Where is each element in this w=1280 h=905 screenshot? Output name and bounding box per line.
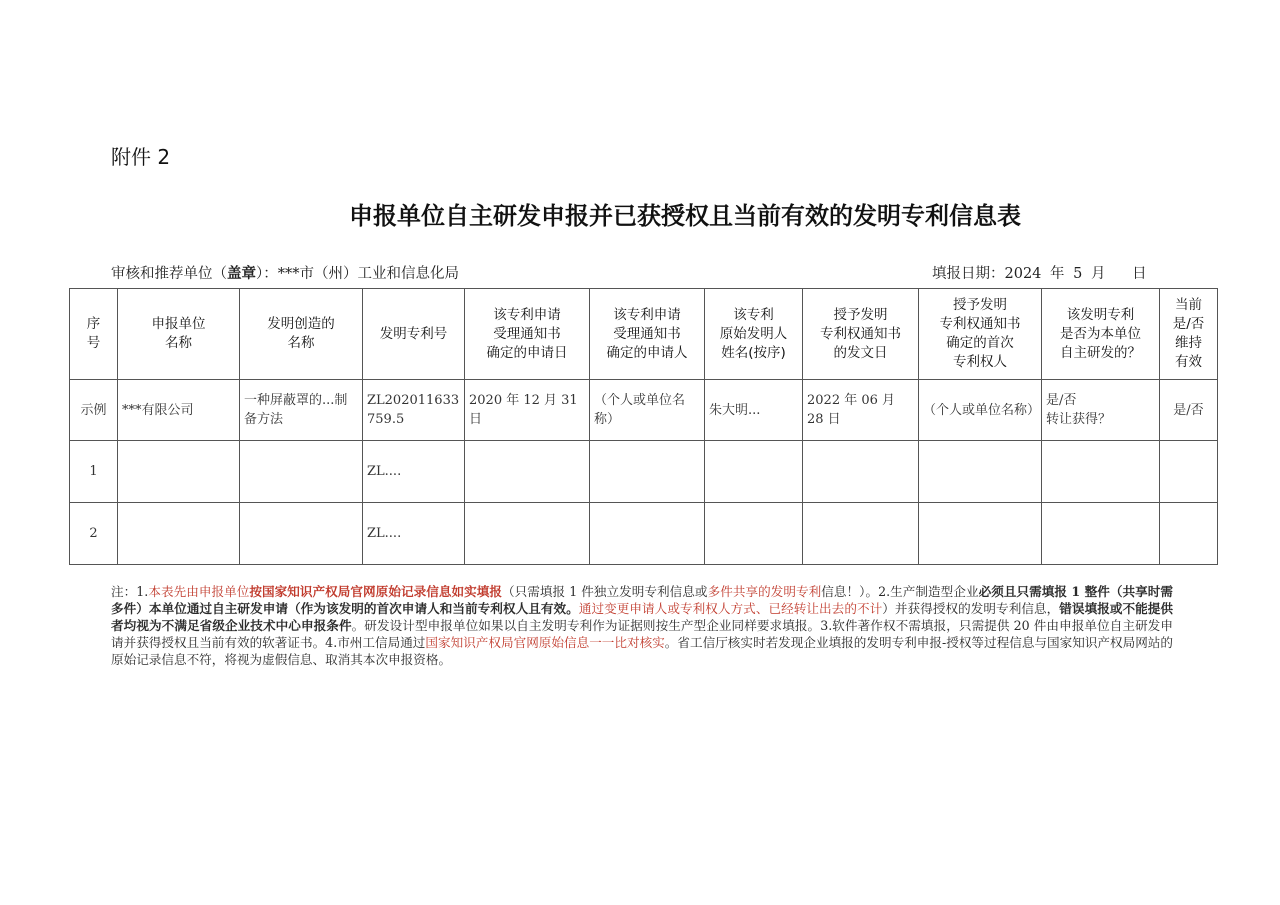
- note-highlight-bold: 按国家知识产权局官网原始记录信息如实填报: [249, 584, 502, 599]
- row-inventor-cell: [705, 503, 803, 565]
- note-highlight: 多件共享的发明专利: [707, 584, 822, 599]
- page-title: 申报单位自主研发申报并已获授权且当前有效的发明专利信息表: [349, 202, 1021, 230]
- row-application-date-cell: [465, 503, 590, 565]
- column-header-line: 授予发明: [833, 306, 888, 323]
- column-header-line: 姓名(按序): [721, 344, 786, 361]
- row-grant-date-cell: [803, 441, 919, 503]
- column-header: [363, 289, 465, 380]
- column-header-line: 该专利申请: [613, 306, 681, 323]
- column-header-line: 受理通知书: [613, 325, 681, 342]
- column-header: [70, 289, 118, 380]
- table-row: [70, 503, 1218, 565]
- column-header-line: 该发明专利: [1066, 306, 1135, 323]
- row-self-developed-cell: [1042, 503, 1160, 565]
- column-header-line: 确定的申请日: [486, 344, 568, 361]
- table-header-row: [70, 289, 1218, 380]
- example-patent-no: ZL202011633759.5: [363, 380, 465, 441]
- example-valid: 是/否: [1160, 380, 1218, 441]
- row-patent-no: ZL....: [363, 503, 465, 565]
- row-applicant-cell: [590, 441, 705, 503]
- column-header-line: 的发文日: [833, 344, 888, 361]
- fill-date-line: [932, 262, 1147, 283]
- reviewer-label-prefix: 审核和推荐单位（: [111, 266, 227, 282]
- example-seq: 示例: [70, 380, 118, 441]
- example-self-developed: [1042, 380, 1160, 441]
- row-company-cell: [118, 441, 240, 503]
- column-header: [590, 289, 705, 380]
- note-bold: 必须且只需填报 1 整件（共享时需多件）本单位通过自主研发申请（作为该发明的首次申请人和当前专利权人且有效。: [111, 584, 1173, 616]
- example-application-date: 2020 年 12 月 31 日: [465, 380, 590, 441]
- row-applicant-cell: [590, 503, 705, 565]
- reviewer-label-bold: 盖章: [227, 265, 256, 282]
- column-header: [919, 289, 1042, 380]
- row-seq: 2: [70, 503, 118, 565]
- column-header-line: 专利权人: [953, 354, 1007, 370]
- column-header-line: 维持: [1175, 335, 1202, 351]
- row-patent-no: ZL....: [363, 441, 465, 503]
- note-text: ）并获得授权的发明专利信息，: [882, 601, 1060, 616]
- fill-date-year: 2024: [1004, 266, 1042, 282]
- reviewer-value: ***市（州）工业和信息化局: [277, 266, 459, 282]
- column-header-line: 自主研发的？: [1060, 344, 1141, 361]
- row-valid-cell: [1160, 503, 1218, 565]
- note-bold: 错误填报或不能提供者均视为不满足省级企业技术中心申报条件: [111, 601, 1174, 633]
- note-prefix: 注：1.: [111, 584, 149, 599]
- example-company: ***有限公司: [118, 380, 240, 441]
- fill-date-month: 5: [1073, 266, 1083, 282]
- row-application-date-cell: [465, 441, 590, 503]
- example-grant-date: 2022 年 06 月 28 日: [803, 380, 919, 441]
- column-header-line: 发明专利号: [379, 325, 448, 342]
- column-header-line: 确定的申请人: [606, 344, 688, 361]
- column-header: [240, 289, 363, 380]
- column-header-line: 有效: [1175, 354, 1202, 370]
- row-seq: 1: [70, 441, 118, 503]
- footnote: [111, 583, 1173, 668]
- row-company-cell: [118, 503, 240, 565]
- column-header-line: 该专利申请: [493, 306, 561, 323]
- row-grant-date-cell: [803, 503, 919, 565]
- column-header-line: 专利权通知书: [939, 316, 1021, 332]
- table-row: [70, 441, 1218, 503]
- column-header-line: 申报单位: [151, 316, 206, 332]
- example-invention-name: 一种屏蔽罩的...制备方法: [240, 380, 363, 441]
- fill-date-year-unit: 年: [1050, 266, 1065, 282]
- column-header-line: 名称: [165, 335, 192, 351]
- column-header-line: 受理通知书: [493, 325, 561, 342]
- fill-date-day-unit: 日: [1132, 266, 1147, 282]
- row-first-patentee-cell: [919, 503, 1042, 565]
- reviewer-line: [111, 262, 459, 283]
- note-text: 。省工信厅核实时若发现企业填报的发明专利申报-授权等过程信息与国家知识产权局网站的原始记录信息不符，将视为虚假信息、取消其本次申报资格。: [111, 635, 1174, 667]
- row-valid-cell: [1160, 441, 1218, 503]
- row-inventor-cell: [705, 441, 803, 503]
- column-header: [803, 289, 919, 380]
- column-header-line: 发明创造的: [267, 316, 335, 332]
- patent-info-table: [69, 288, 1218, 565]
- row-self-developed-cell: [1042, 441, 1160, 503]
- column-header-line: 确定的首次: [946, 335, 1014, 351]
- column-header-line: 当前: [1175, 297, 1202, 313]
- column-header-line: 该专利: [733, 306, 774, 323]
- note-highlight: 通过变更申请人或专利权人方式、已经转让出去的不计: [578, 601, 883, 616]
- column-header: [118, 289, 240, 380]
- column-header-line: 是否为本单位: [1060, 325, 1141, 342]
- example-self-developed-note: 转让获得？: [1046, 412, 1112, 427]
- column-header-line: 是/否: [1172, 316, 1205, 332]
- note-text: 信息！）。2.生产制造型企业: [821, 584, 979, 599]
- row-invention-name-cell: [240, 503, 363, 565]
- fill-date-label: 填报日期：: [932, 266, 1005, 282]
- column-header-line: 专利权通知书: [820, 325, 901, 342]
- column-header-line: 序: [86, 316, 101, 332]
- column-header-line: 原始发明人: [719, 325, 788, 342]
- fill-date-month-unit: 月: [1090, 266, 1106, 282]
- column-header: [705, 289, 803, 380]
- note-highlight: 国家知识产权局官网原始信息一一比对核实: [425, 635, 665, 650]
- note-text: （只需填报 1 件独立发明专利信息或: [502, 584, 708, 599]
- example-row: [70, 380, 1218, 441]
- column-header-line: 授予发明: [953, 297, 1007, 313]
- example-inventor: 朱大明...: [705, 380, 803, 441]
- column-header-line: 名称: [287, 335, 315, 351]
- column-header: [465, 289, 590, 380]
- reviewer-label-suffix: ）：: [256, 266, 278, 282]
- column-header: [1160, 289, 1218, 380]
- example-self-developed-value: 是/否: [1046, 393, 1077, 408]
- example-first-patentee: （个人或单位名称）: [919, 380, 1042, 441]
- column-header-line: 号: [86, 335, 101, 351]
- row-invention-name-cell: [240, 441, 363, 503]
- column-header: [1042, 289, 1160, 380]
- row-first-patentee-cell: [919, 441, 1042, 503]
- note-highlight: 本表先由申报单位: [148, 584, 250, 599]
- example-applicant: （个人或单位名称）: [590, 380, 705, 441]
- attachment-label: 附件 2: [111, 145, 171, 169]
- note-text: 。研发设计型申报单位如果以自主发明专利作为证据则按生产型企业同样要求填报。3.软件著作权不需填报，只需提供 20 件由申报单位自主研发申请并获得授权且当前有效的软著证书。4.市州工信局通过: [111, 618, 1173, 650]
